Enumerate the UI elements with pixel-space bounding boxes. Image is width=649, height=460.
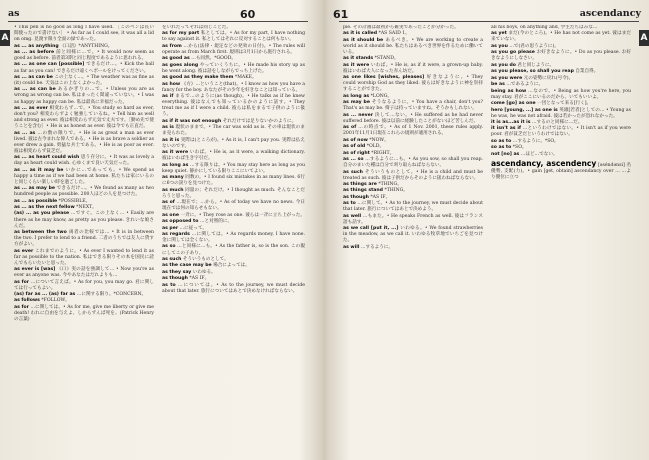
entry-definition: 同数の。• I found six mistakes in as many lines. 6行に6つの誤りを見つけた。 <box>162 175 305 187</box>
entry-headword: it is as...as it is <box>491 120 531 125</box>
entry-headword: as of <box>343 125 357 131</box>
entry-definition: …もまた。• He speaks French as well. 彼はフランス語も話す。 <box>343 213 483 225</box>
entry-definition: そうなるように。• You have a chair, don't you? That's as may be. 椅子は持っていますね。そうかもしれない。 <box>343 100 483 112</box>
entry-headword: as if it was not enough <box>162 118 222 124</box>
dictionary-entry <box>162 263 305 269</box>
dictionary-entry <box>14 62 154 74</box>
entry-headword: as the case may be <box>162 263 212 269</box>
dictionary-entry <box>162 44 305 56</box>
entry-headword: as though <box>162 276 188 282</box>
dictionary-entry <box>162 75 305 81</box>
dictionary-entry <box>491 76 631 82</box>
main-entry <box>491 159 631 181</box>
dictionary-entry <box>491 152 631 158</box>
entry-definition: 《方》…ということ(that)。• I know as how you have a fancy for the boy. あなたがその少年を好きなことは知っている。 <box>162 81 305 93</box>
entry-definition: …と同様に…も。• As the father is, so is the son. この親にしてこの子あり。 <box>162 244 305 256</box>
entry-definition: それだけでは足りないかのように。 <box>222 118 297 124</box>
entry-definition: 自業自得。 <box>575 69 599 75</box>
entry-definition: *LONG。 <box>370 93 393 99</box>
entry-definition: 一斉に。• They rose as one. 彼らは一斉に立ち上がった。 <box>180 212 305 218</box>
dictionary-entry <box>162 188 305 200</box>
dictionary-entry <box>343 170 483 182</box>
entry-headword: as for my part <box>162 31 200 37</box>
entry-headword: as ... as <box>14 130 36 136</box>
entry-headword: so as to <box>491 138 512 144</box>
dictionary-entry <box>343 151 483 157</box>
dictionary-entry <box>343 188 483 194</box>
entry-definition: 決して…ない。• He suffered as he had never suffered before. 彼は以前に経験したことがないほど苦しんだ。 <box>343 112 483 124</box>
entry-headword: as how <box>162 81 181 87</box>
left-thumb-tab: A <box>0 30 10 46</box>
entry-headword: as it were <box>162 150 189 156</box>
entry-definition: …するのと同様に…だ。 <box>531 120 583 125</box>
dictionary-entry <box>343 56 483 62</box>
dictionary-entry <box>343 138 483 144</box>
entry-headword: as ... as can be <box>14 74 53 80</box>
entry-headword: as ever <box>14 248 34 254</box>
dictionary-entry <box>491 63 631 69</box>
main-entry-part-of-speech: 名 <box>626 162 631 168</box>
right-page-number: 61 <box>333 8 349 21</box>
entry-headword: as long as <box>162 162 189 168</box>
entry-definition: …であるように。 <box>506 82 544 88</box>
entry-headword: as things stand <box>343 188 383 194</box>
dictionary-entry <box>343 201 483 213</box>
entry-definition: できるだけ…。• We found as many as two hundred people as possible. 200人ほどの人を見つけた。 <box>14 186 154 198</box>
right-thumb-tab: A <box>639 30 649 46</box>
entry-definition: *MAKE。 <box>234 75 257 81</box>
left-column-1 <box>14 25 154 454</box>
dictionary-entry <box>343 113 483 125</box>
entry-headword: as such <box>162 256 182 262</box>
entry-headword: as ... as before <box>14 49 55 55</box>
entry-definition: …について言えば。• As for you, you may go. 君に関しては行ってもよい。 <box>14 279 154 291</box>
entry-headword: as ... as ever <box>14 105 48 111</box>
entry-headword: as good as they make them <box>162 75 234 81</box>
entry-headword: as ... as may be <box>14 186 56 192</box>
dictionary-entry <box>14 106 154 130</box>
entry-definition: いわば。• He is, as it were, a walking dictionary. 彼はいわば生き字引だ。 <box>162 150 305 162</box>
entry-headword: as it is <box>162 137 180 143</box>
entry-definition: 同量の；それだけ。• I thought as much. そんなことだろうと思った。 <box>162 187 305 199</box>
entry-definition: …に関する限り。*CONCERN。 <box>76 292 147 298</box>
entry-headword: (as) far as ... (as) far as <box>14 292 76 298</box>
main-entry-definition: 優勢, 支配(力)。• gain [get, obtain] ascendancy over … …より優位に立つ <box>491 168 631 180</box>
entry-headword: as much <box>162 187 184 193</box>
dictionary-entry <box>14 87 154 105</box>
entry-definition: 実際は(ところが)。• As it is, I can't pay you. 実際は払えないのです。 <box>162 137 305 149</box>
entry-headword: as ... as can be <box>14 87 56 93</box>
dictionary-entry <box>491 82 631 88</box>
dictionary-entry <box>343 100 483 112</box>
dictionary-entry <box>162 175 305 187</box>
dictionary-entry <box>491 89 631 101</box>
right-guide-word: ascendancy <box>579 8 641 19</box>
entry-headword: hero [young, ...] as one is <box>491 107 558 113</box>
entry-headword: as ... as possible <box>14 198 58 204</box>
entry-headword: as ... so <box>343 157 364 163</box>
entry-headword: as long as <box>343 93 370 99</box>
dictionary-entry <box>162 200 305 212</box>
dictionary-entry <box>343 144 483 150</box>
dictionary-entry <box>491 101 631 107</box>
entry-headword: as for <box>14 304 29 310</box>
dictionary-entry <box>491 126 631 138</box>
entry-headword: as such <box>343 169 363 175</box>
entry-definition: …に関して。• As to the journey, we must decide about that later. 旅行についてはあとで決めよう。 <box>343 201 483 213</box>
entry-headword: as ever is [was] <box>14 267 56 273</box>
entry-headword: as you go please <box>491 50 535 56</box>
main-entry-pronunciation: [əséndənsi] <box>597 162 625 168</box>
right-column-1 <box>343 25 483 454</box>
entry-definition: • This pen is no good as long I have used. ［このペンは長い間使ったので書けない］ • As far as I could see, it was all a lid on omg. 見渡す限り全面の緑であった。 <box>14 25 154 43</box>
main-entry-word: ascendancy, ascendency <box>491 158 597 168</box>
entry-headword: as ... as heart could wish <box>14 155 80 161</box>
entry-headword: (as) ... as you please <box>14 211 70 217</box>
dictionary-entry <box>14 25 154 43</box>
dictionary-entry <box>343 226 483 244</box>
left-header-rule <box>8 21 308 22</box>
entry-definition: 元の姿勢に戻れ(号令)。 <box>523 75 574 81</box>
entry-headword: it isn't as if <box>491 126 521 132</box>
dictionary-entry <box>162 63 305 75</box>
dictionary-entry <box>14 44 154 50</box>
dictionary-entry <box>343 63 483 75</box>
left-page <box>0 0 324 460</box>
entry-definition: これまでのように。• As ever I wanted to lend it as far as possible to the nation. 私はできる限りその本を国民に読んでもらいたいと思った。 <box>14 248 154 266</box>
entry-definition: そういうものとして。 <box>182 256 229 262</box>
dictionary-entry <box>14 155 154 167</box>
entry-headword: as of now <box>343 137 368 143</box>
entry-definition: 君と同じように。 <box>517 62 555 68</box>
entry-definition: をいれたってそれは同じことだ。 <box>162 25 231 30</box>
dictionary-entry <box>343 31 483 37</box>
entry-headword: as ... as it may be <box>14 167 64 173</box>
entry-definition: 相変わらず…で。• You study so hard as ever, don't you? 相変わらずよく勉強しているね。• Tell him as well and strong as ever. 彼は相変わらず元気で丈夫です。［勤め先で使うことを含む］• He is as honest as ever. 彼は今でも正直だ。 <box>14 105 154 130</box>
dictionary-entry <box>14 267 154 279</box>
entry-definition: 英雄[若者]としての… • Young as he was, he was not afraid. 彼は若かったが恐れなかった。 <box>491 107 631 119</box>
entry-headword: as it were <box>343 62 370 68</box>
entry-headword: as between the two <box>14 230 67 236</box>
dictionary-entry <box>162 163 305 175</box>
entry-definition: 現状のままで。• The car was sold as is. その車は現状のまま売られた。 <box>162 125 305 137</box>
dictionary-entry <box>14 211 154 229</box>
entry-definition: *AS IF。 <box>189 276 210 282</box>
entry-definition: …ほど…でない。 <box>520 151 558 157</box>
dictionary-entry <box>14 230 154 248</box>
entry-definition: *SO。 <box>512 145 527 151</box>
entry-headword: as may be <box>343 100 370 106</box>
entry-definition: *AS SAID 1。 <box>378 31 410 37</box>
entry-headword: as ... never <box>343 112 373 118</box>
dictionary-entry <box>162 56 305 62</box>
entry-definition: まるで…のように(as though)。• He talks as if he knew everything. 彼はなんでも知っているかのように話す。• They treat me as if I were a child. 彼らは私をまるで子供のように扱う。 <box>162 94 305 118</box>
dictionary-entry <box>162 150 305 162</box>
entry-definition: …現在で；…から。• As of today we have no news. 今日現在では何の知らせもない。 <box>162 200 305 212</box>
entry-definition: …に関しては。• As for me, give me liberty or give me death! われに自由を与えよ、しからずんば死を。(Patrick Henry の言葉) <box>14 304 154 323</box>
entry-definition: …で(君の思うように)。 <box>509 43 559 49</box>
entry-definition: 《口語》*ANYTHING。 <box>60 43 113 49</box>
dictionary-entry <box>14 199 154 205</box>
dictionary-entry <box>343 125 483 137</box>
entry-definition: まだ(今のところ)。• He has not come as yet. 彼はまだ来ていない。 <box>491 31 631 43</box>
entry-definition: …ですぐ。この上なく… • Easily are there as he may know, as pretty as you please. きれいな娘さんだ。 <box>14 211 154 229</box>
entry-headword: as good as <box>162 56 190 62</box>
entry-headword: as things are <box>343 182 377 188</box>
entry-definition: 一団となって来る[行く]。 <box>537 101 592 107</box>
dictionary-entry <box>14 249 154 267</box>
dictionary-entry <box>343 157 483 169</box>
left-guide-word: as <box>8 8 20 19</box>
entry-headword: as if <box>162 94 174 100</box>
entry-definition: お好きなように。• Do as you please. お好きなようにしなさい。 <box>491 50 631 62</box>
entry-headword: as ... as one can [possible] <box>14 62 85 68</box>
entry-headword: as goes along <box>162 62 199 68</box>
dictionary-entry <box>162 82 305 94</box>
entry-headword: as to <box>343 201 356 207</box>
entry-headword: being as how <box>491 88 527 94</box>
dictionary-entry <box>14 186 154 198</box>
left-page-number: 60 <box>240 8 256 21</box>
dictionary-entry <box>14 298 154 304</box>
entry-definition: いわゆる。 <box>192 269 216 275</box>
entry-definition: …というわけではない。• It isn't as if you were poor. 君が貧乏だというわけではない。 <box>491 126 631 138</box>
entry-definition: all his boys, on anything and, 学生たちはみな… <box>491 25 598 30</box>
dictionary-entry <box>491 69 631 75</box>
entry-headword: as yet <box>491 31 507 37</box>
dictionary-entry <box>343 94 483 100</box>
entry-headword: as ... as anything <box>14 43 59 49</box>
dictionary-entry <box>491 50 631 62</box>
entry-headword: as so <box>162 244 176 250</box>
dictionary-entry <box>14 305 154 323</box>
entry-definition: 両者の比較では… • It is in between the two. I prefer to lend to a friend. 二者のうちでは友人に貸す方がよい。 <box>14 230 154 248</box>
dictionary-entry <box>14 50 154 62</box>
entry-definition: いかに…であっても。• We spend as happy a time as if we had been at home. 私たちは家にいるのと同じくらい楽しい時を過ごした。 <box>14 167 154 185</box>
entry-definition: …する限りは。• You may stay here as long as you keep quiet. 静かにしている限りここにいてよい。 <box>162 162 305 174</box>
entry-definition: …については。• As to the journey, we must decide about that later. 旅行についてはあとで決めなければならない。 <box>162 282 305 294</box>
entry-definition: 思う存分に。• It was as lovely a day as heart could wish. 心ゆくまで良い天気だった。 <box>14 155 154 167</box>
entry-headword: as regards <box>162 231 190 237</box>
entry-headword: as will <box>343 244 360 250</box>
dictionary-entry <box>14 168 154 186</box>
dictionary-entry <box>162 119 305 125</box>
entry-headword: as of right <box>343 150 370 156</box>
entry-definition: 《口》実の話を強調して… • Now you're as ever as anyone was. 今やあなたはだれよりも… <box>14 267 154 279</box>
entry-headword: as many <box>162 175 184 181</box>
entry-definition: この上なく…。• The weather was as fine as (it) could be. 天気はこの上なくよかった。 <box>14 74 154 86</box>
entry-definition: …の数の限りで。• He is as great a man as ever lived. 彼は古今まれな偉人である。• He is as brave a soldier as ever drew a gain. 勇猛な兵士である。• He is as poor as ever. 彼は相変わらず貧乏だ。 <box>14 130 154 154</box>
right-header-rule <box>339 21 639 22</box>
entry-definition: *AS IF。 <box>370 194 391 200</box>
entry-headword: as to <box>162 282 176 288</box>
entry-headword: as well <box>343 213 362 219</box>
entry-headword: as of <box>162 200 175 206</box>
dictionary-entry <box>162 31 305 43</box>
entry-definition: *NEXT。 <box>76 205 97 211</box>
entry-definition: …と対照的に。 <box>199 219 233 225</box>
entry-definition: …するように。 <box>360 244 394 250</box>
entry-headword: as for <box>14 279 30 285</box>
dictionary-entry <box>491 145 631 151</box>
dictionary-entry <box>162 213 305 219</box>
entry-headword: not [no] as <box>491 151 520 157</box>
entry-definition: いわゆる。• We found strawberries in the meadow, as we call it. いわゆる牧草地でいちごを見つけた。 <box>343 226 483 244</box>
entry-headword: as you were <box>491 75 523 81</box>
entry-definition: …に関しては。• As regards money, I have none. 金に関しては全くない。 <box>162 231 305 244</box>
entry-headword: as it stands <box>343 56 374 62</box>
entry-definition: …するように。*SO。 <box>512 138 559 144</box>
dictionary-entry <box>162 138 305 150</box>
entry-headword: as though <box>343 194 369 200</box>
entry-definition: *RIGHT。 <box>371 150 395 156</box>
entry-definition: 場合によっては。 <box>213 263 250 269</box>
entry-definition: *FOLLOW。 <box>41 298 70 304</box>
entry-headword: as of old <box>343 144 366 150</box>
dictionary-entry <box>162 270 305 276</box>
dictionary-entry <box>343 75 483 93</box>
dictionary-entry <box>14 75 154 87</box>
entry-headword: as opposed to <box>162 219 199 225</box>
entry-definition: *POSSIBLE。 <box>58 198 91 204</box>
entry-definition: pie. その計画は最初から確実であったことが分かった。 <box>343 25 459 30</box>
entry-headword: come [go] as one <box>491 101 536 107</box>
entry-headword: as ... as the next fellow <box>14 205 75 211</box>
entry-headword: as from <box>162 43 182 49</box>
entry-headword: as one likes [wishes, pleases] <box>343 75 425 81</box>
entry-headword: as it should be <box>343 37 384 43</box>
entry-definition: *STAND。 <box>374 56 399 62</box>
entry-definition: 好きなように。• They could worship God as they liked. 彼らは好きなように神を崇拝することができた。 <box>343 75 483 93</box>
entry-definition: *OLD。 <box>366 144 385 150</box>
entry-definition: 私としては。• As for my part, I have nothing to say against it. 私としてはそれに反対することは何もない。 <box>162 31 305 43</box>
entry-headword: so as to <box>491 145 512 151</box>
entry-definition: …も同然。*GOOD。 <box>191 56 236 62</box>
entry-definition: …なので。• Being as how you're here, you may stay. 君がここにいるのだから、いてもいいよ。 <box>491 88 631 100</box>
right-column-2 <box>491 25 631 454</box>
entry-headword: as they say <box>162 269 192 275</box>
entry-definition: …に従って。 <box>179 225 208 231</box>
entry-definition: *THING。 <box>384 188 408 194</box>
dictionary-entry <box>162 283 305 295</box>
entry-headword: as it is called <box>343 31 378 37</box>
entry-definition: いわば。• He is, as if it were, a grown-up baby. 彼はいわば大人になった赤ん坊だ。 <box>343 62 483 74</box>
entry-headword: as per <box>162 225 179 231</box>
entry-definition: *NOW。 <box>369 137 389 143</box>
entry-headword: as we call [put it, ...] <box>343 226 399 232</box>
entry-headword: as you <box>491 43 508 49</box>
entry-headword: be as <box>491 82 505 88</box>
dictionary-entry <box>343 214 483 226</box>
dictionary-entry <box>14 280 154 292</box>
entry-headword: as you do <box>491 62 516 68</box>
entry-definition: …するように…も。• As you sow, so shall you reap. 自分のまいた種は自分で刈り取らねばならない。 <box>343 157 483 169</box>
entry-headword: as one <box>162 212 179 218</box>
dictionary-entry <box>343 245 483 251</box>
dictionary-entry <box>491 108 631 120</box>
dictionary-entry <box>162 219 305 225</box>
entry-definition: できるだけ…。• Kick the ball as far as you can! できるだけ遠くへボールをけってください。 <box>14 62 154 74</box>
dictionary-entry <box>162 244 305 256</box>
dictionary-entry <box>162 94 305 118</box>
dictionary-entry <box>162 125 305 137</box>
dictionary-entry <box>162 226 305 232</box>
entry-headword: as is <box>162 125 174 131</box>
entry-definition: …から(法律・規定などの発効の日付)。• The rules will operate as from March first. 規則は3月1日から施行される。 <box>162 43 305 55</box>
entry-definition: 前と同様に…で。• It would now seem as good as before. 前者第3期と同じ程度であるように思われる。 <box>14 49 154 62</box>
entry-definition: …の時点で。• As of 1 Nov. 2001, these rules apply. 2001年11月1日現在これらの規則が適用される。 <box>343 125 483 137</box>
entry-definition: あるべき。• We are working to create a world as it should be. 私たちはあるべき世界を作るために働いている。 <box>343 37 483 55</box>
dictionary-entry <box>491 31 631 43</box>
entry-definition: *THING。 <box>378 182 402 188</box>
entry-headword: as you please, so shall you reap <box>491 69 574 75</box>
entry-headword: as follows <box>14 298 40 304</box>
entry-definition: やっていくうちに。• He made his story up as he went along. 彼は話をしながらでっち上げた。 <box>162 62 305 74</box>
dictionary-entry <box>343 38 483 56</box>
dictionary-entry <box>14 131 154 155</box>
dictionary-entry <box>162 276 305 282</box>
left-column-2 <box>162 25 305 454</box>
right-page <box>325 0 649 460</box>
entry-definition: あるかぎりの…で。• Unless you are as wrong as wrong can be. 私はまったく間違っていない。• I was as happy as happy can be. 私は最高に幸福だった。 <box>14 87 154 105</box>
dictionary-entry <box>162 232 305 244</box>
entry-definition: そういうものとして。• He is a child and must be treated as such. 彼は子供だからそのように扱わねばならない。 <box>343 169 483 181</box>
